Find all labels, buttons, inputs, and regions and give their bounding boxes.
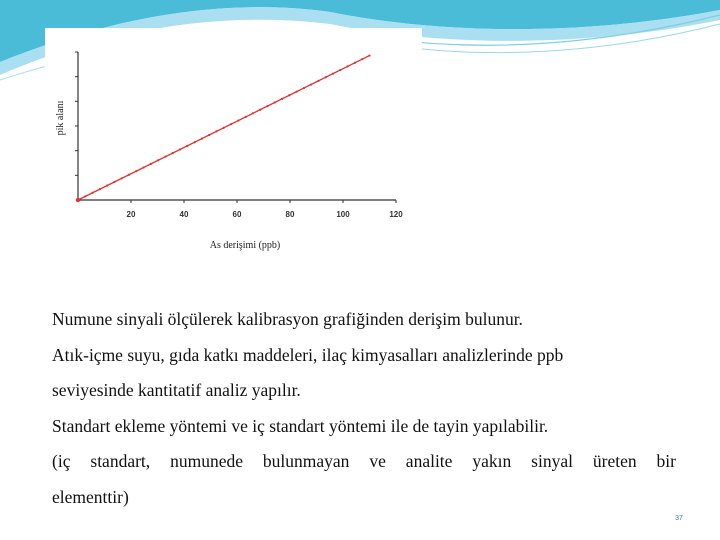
series-marker — [142, 166, 144, 168]
series-marker — [288, 94, 290, 96]
series-marker — [259, 109, 261, 111]
series-marker — [317, 80, 319, 82]
series-marker — [164, 156, 166, 158]
paragraph-6: elementtir) — [52, 486, 129, 507]
series-marker — [128, 174, 130, 176]
series-marker — [215, 130, 217, 132]
series-marker — [354, 62, 356, 64]
series-marker — [223, 127, 225, 129]
series-marker — [368, 54, 370, 56]
series-marker — [266, 105, 268, 107]
series-marker — [106, 184, 108, 186]
paragraph-4: Standart ekleme yöntemi ve iç standart yöntemi ile de tayin yapılabilir. — [52, 415, 549, 436]
calibration-chart-svg — [45, 28, 422, 268]
paragraph-2: Atık-içme suyu, gıda katkı maddeleri, ilaç kimyasalları analizlerinde ppb — [52, 344, 564, 365]
x-tick-label: 100 — [336, 210, 350, 219]
slide-text — [52, 302, 676, 515]
series-marker — [252, 112, 254, 114]
series-marker — [361, 58, 363, 60]
x-tick-label: 40 — [179, 210, 189, 219]
x-tick-label: 60 — [232, 210, 242, 219]
series-marker — [245, 116, 247, 118]
series-marker — [113, 181, 115, 183]
paragraph-1: Numune sinyali ölçülerek kalibrasyon grafiğinden derişim bulunur. — [52, 309, 523, 329]
series-marker — [310, 83, 312, 85]
calibration-chart — [45, 28, 422, 268]
page-number: 37 — [675, 515, 683, 522]
series-marker — [208, 134, 210, 136]
series-marker — [135, 170, 137, 172]
series-marker — [347, 65, 349, 67]
series-marker — [91, 192, 93, 194]
series-marker — [121, 177, 123, 179]
x-tick-label: 120 — [389, 210, 403, 219]
series-marker — [194, 141, 196, 143]
series-marker — [186, 145, 188, 147]
x-tick-label: 80 — [285, 210, 295, 219]
series-marker — [99, 188, 101, 190]
series-marker — [325, 76, 327, 78]
x-axis-label: As derişimi (ppb) — [209, 240, 281, 251]
y-axis-label: pik alanı — [55, 100, 66, 136]
series-marker — [201, 138, 203, 140]
series-marker — [296, 91, 298, 93]
paragraph-5: (iç standart, numunede bulunmayan ve analite yakın sinyal üreten bir — [52, 451, 676, 471]
series-marker — [157, 159, 159, 161]
series-marker — [150, 163, 152, 165]
series-marker — [274, 101, 276, 103]
series-marker — [76, 198, 80, 202]
x-tick-label: 20 — [126, 210, 136, 219]
series-marker — [332, 73, 334, 75]
series-marker — [281, 98, 283, 100]
series-marker — [237, 119, 239, 121]
series-marker — [84, 195, 86, 197]
paragraph-3: seviyesinde kantitatif analiz yapılır. — [52, 380, 301, 400]
series-marker — [230, 123, 232, 125]
series-marker — [172, 152, 174, 154]
series-marker — [339, 69, 341, 71]
series-marker — [179, 148, 181, 150]
series-marker — [303, 87, 305, 89]
